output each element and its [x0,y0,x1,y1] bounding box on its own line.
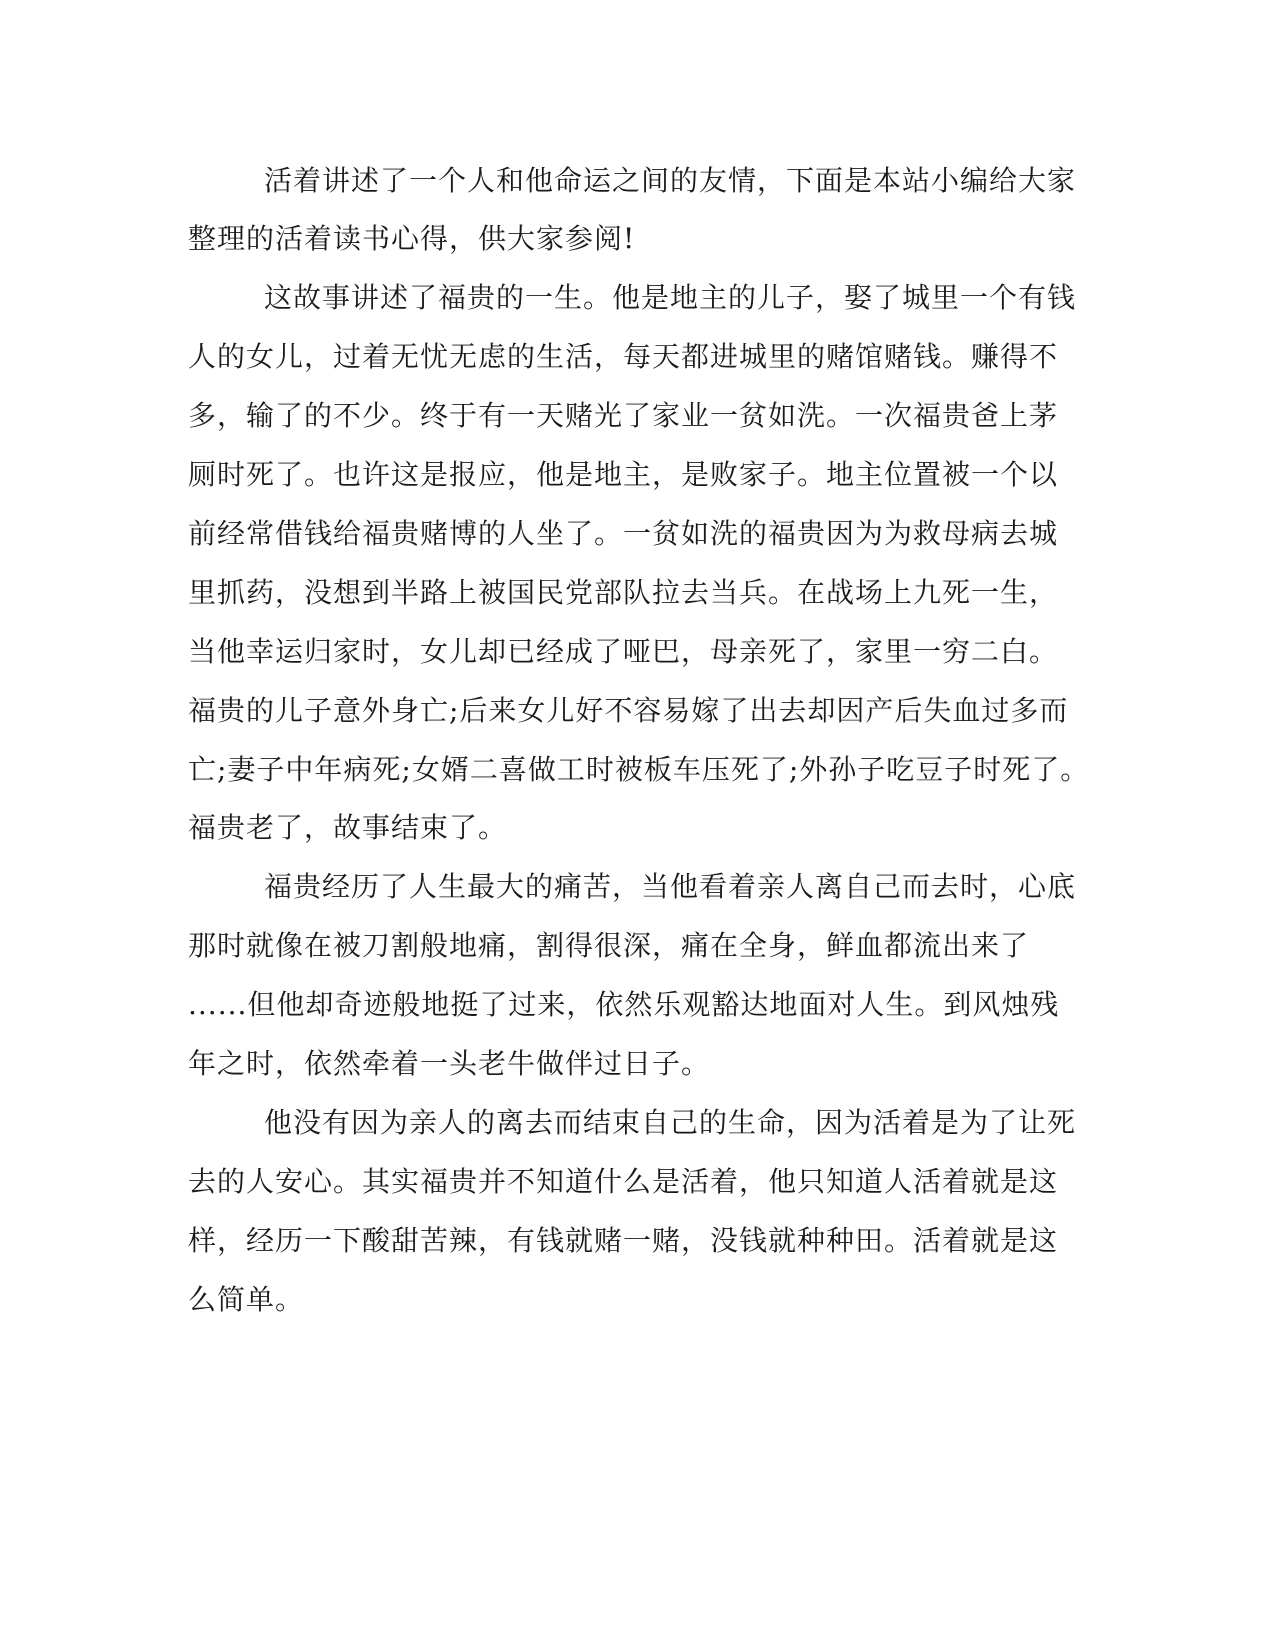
text-line: 福贵老了，故事结束了。 [188,811,508,844]
text-line: 么简单。 [188,1283,305,1316]
text-line: 这故事讲述了福贵的一生。他是地主的儿子，娶了城里一个有钱 [264,281,1077,314]
text-line: 福贵经历了人生最大的痛苦，当他看着亲人离自己而去时，心底 [264,870,1077,903]
text-line: 活着讲述了一个人和他命运之间的友情，下面是本站小编给大家 [264,164,1077,197]
text-line: 去的人安心。其实福贵并不知道什么是活着，他只知道人活着就是这 [188,1165,1059,1198]
text-line: 亡;妻子中年病死;女婿二喜做工时被板车压死了;外孙子吃豆子时死了。 [188,753,1090,786]
text-line: 多，输了的不少。终于有一天赌光了家业一贫如洗。一次福贵爸上茅 [188,399,1059,432]
text-line: 当他幸运归家时，女儿却已经成了哑巴，母亲死了，家里一穷二白。 [188,635,1059,668]
text-line: 前经常借钱给福贵赌博的人坐了。一贫如洗的福贵因为为救母病去城 [188,517,1059,550]
text-line: 整理的活着读书心得，供大家参阅! [188,222,636,255]
text-line: 他没有因为亲人的离去而结束自己的生命，因为活着是为了让死 [264,1106,1077,1139]
text-line: 人的女儿，过着无忧无虑的生活，每天都进城里的赌馆赌钱。赚得不 [188,340,1059,373]
text-line: ......但他却奇迹般地挺了过来，依然乐观豁达地面对人生。到风烛残 [188,988,1060,1021]
text-line: 样，经历一下酸甜苦辣，有钱就赌一赌，没钱就种种田。活着就是这 [188,1224,1059,1257]
text-line: 厕时死了。也许这是报应，他是地主，是败家子。地主位置被一个以 [188,458,1059,491]
text-line: 福贵的儿子意外身亡;后来女儿好不容易嫁了出去却因产后失血过多而 [188,694,1069,727]
text-line: 里抓药，没想到半路上被国民党部队拉去当兵。在战场上九死一生， [188,576,1059,609]
text-line: 那时就像在被刀割般地痛，割得很深，痛在全身，鲜血都流出来了 [188,929,1030,962]
text-line: 年之时，依然牵着一头老牛做伴过日子。 [188,1047,711,1080]
